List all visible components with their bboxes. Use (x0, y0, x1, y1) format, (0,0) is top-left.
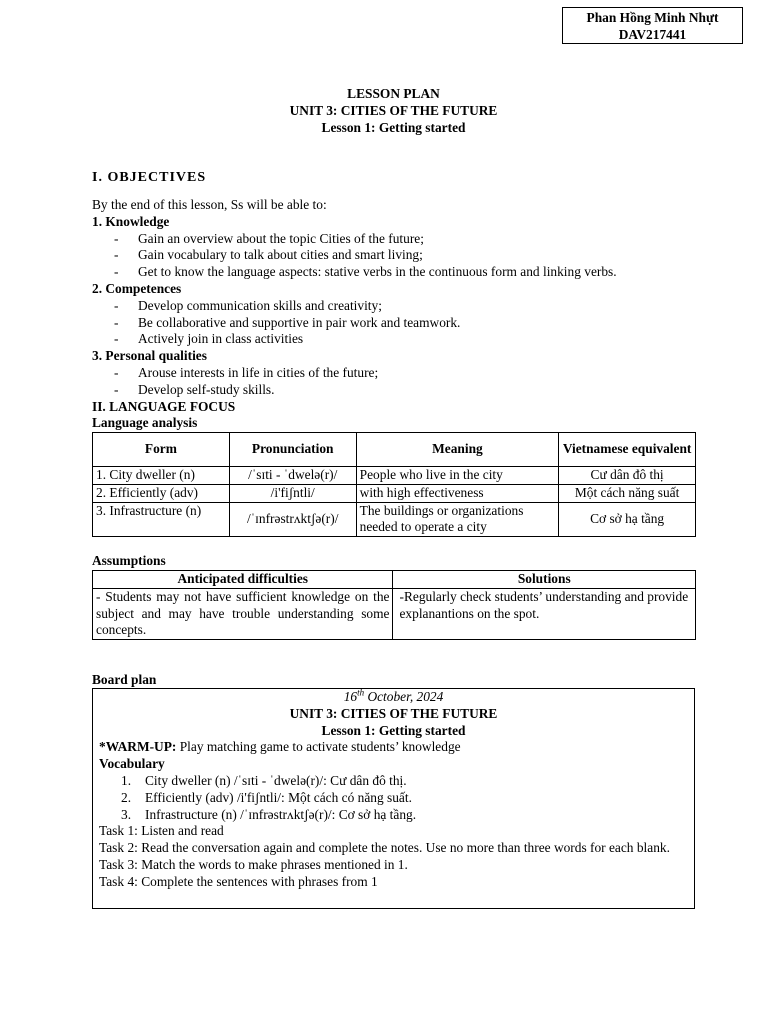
date-suffix: th (357, 687, 365, 698)
list-item: - Gain vocabulary to talk about cities and smart living; (92, 247, 702, 264)
title-line-1: LESSON PLAN (347, 86, 440, 101)
table-cell: /ˈsɪti - ˈdwelə(r)/ (229, 467, 356, 485)
list-item: - Gain an overview about the topic Cities of the future; (92, 231, 702, 248)
item-number: 3. (121, 806, 132, 822)
language-analysis-table (92, 432, 696, 537)
table-header-row (93, 433, 696, 467)
list-item: - Get to know the language aspects: stative verbs in the continuous form and linking verbs. (92, 264, 702, 281)
column-header: Anticipated difficulties (93, 571, 393, 589)
task-line: Task 4: Complete the sentences with phrases from 1 (99, 873, 378, 889)
column-header: Solutions (393, 571, 696, 589)
vocabulary-heading: Vocabulary (99, 756, 165, 772)
title-line-2: UNIT 3: CITIES OF THE FUTURE (289, 102, 498, 118)
competences-heading: 2. Competences (92, 280, 182, 296)
student-info-box (562, 7, 743, 44)
student-id: DAV217441 (618, 26, 687, 42)
competences-list (92, 298, 702, 348)
item-text: Infrastructure (n) /ˈɪnfrəstrʌktʃə(r)/: Cơ sở hạ tầng. (145, 806, 417, 822)
assumptions-table (92, 570, 696, 640)
table-row (93, 502, 696, 537)
item-text: City dweller (n) /ˈsɪti - ˈdwelə(r)/: Cư dân đô thị. (145, 772, 407, 788)
table-cell: 2. Efficiently (adv) (93, 484, 230, 502)
list-item (99, 773, 688, 790)
table-cell: Cư dân đô thị (559, 467, 696, 485)
title-line-3: Lesson 1: Getting started (321, 119, 466, 135)
warmup-label: *WARM-UP: (99, 739, 177, 755)
list-item: - Arouse interests in life in cities of the future; (92, 365, 702, 382)
knowledge-heading: 1. Knowledge (92, 213, 170, 229)
board-plan-heading: Board plan (92, 672, 157, 687)
warmup-text: Play matching game to activate students’ knowledge (176, 739, 461, 755)
item-number: 1. (121, 772, 132, 788)
list-item: - Develop self-study skills. (92, 382, 702, 399)
task-line: Task 1: Listen and read (99, 823, 224, 839)
objectives-heading: I. OBJECTIVES (92, 170, 207, 185)
table-row (93, 588, 696, 639)
table-cell: /i'fiʃntli/ (229, 484, 356, 502)
language-focus-heading: II. LANGUAGE FOCUS (92, 398, 236, 414)
table-cell: 3. Infrastructure (n) (93, 502, 230, 537)
difficulty-cell: - Students may not have sufficient knowledge on the subject and may have trouble understanding some concepts. (93, 588, 393, 639)
vocabulary-list (99, 773, 688, 823)
date-rest: October, 2024 (364, 689, 444, 704)
objectives-section (92, 197, 702, 432)
list-item: - Actively join in class activities (92, 331, 702, 348)
table-row (93, 467, 696, 485)
task-line: Task 2: Read the conversation again and complete the notes. Use no more than three words for each blank. (99, 840, 670, 856)
language-analysis-heading: Language analysis (92, 415, 198, 431)
board-date (99, 689, 688, 706)
date-day: 16 (343, 689, 358, 704)
qualities-heading: 3. Personal qualities (92, 348, 207, 364)
item-text: Efficiently (adv) /i'fiʃntli/: Một cách có năng suất. (145, 789, 412, 805)
column-header: Vietnamese equivalent (559, 433, 696, 467)
warmup-line (99, 739, 688, 756)
table-row (93, 484, 696, 502)
assumptions-heading: Assumptions (92, 553, 166, 568)
board-unit: UNIT 3: CITIES OF THE FUTURE (289, 705, 498, 721)
student-name: Phan Hồng Minh Nhựt (586, 10, 719, 25)
table-header-row (93, 571, 696, 589)
objectives-intro: By the end of this lesson, Ss will be able to: (92, 197, 327, 212)
column-header: Meaning (356, 433, 559, 467)
table-cell: 1. City dweller (n) (93, 467, 230, 485)
list-item (99, 807, 688, 824)
table-cell: /ˈɪnfrəstrʌktʃə(r)/ (229, 502, 356, 537)
list-item (99, 790, 688, 807)
table-cell: Một cách năng suất (559, 484, 696, 502)
knowledge-list (92, 231, 702, 281)
table-cell: People who live in the city (356, 467, 559, 485)
task-line: Task 3: Match the words to make phrases mentioned in 1. (99, 856, 408, 872)
board-plan-box (92, 688, 695, 909)
list-item: - Develop communication skills and creativity; (92, 298, 702, 315)
item-number: 2. (121, 789, 132, 805)
document-title (92, 86, 695, 136)
column-header: Form (93, 433, 230, 467)
table-cell: Cơ sở hạ tầng (559, 502, 696, 537)
solution-cell: -Regularly check students’ understanding and provide explanantions on the spot. (393, 588, 696, 639)
board-lesson: Lesson 1: Getting started (321, 722, 466, 738)
list-item: - Be collaborative and supportive in pair work and teamwork. (92, 315, 702, 332)
qualities-list (92, 365, 702, 399)
table-cell: The buildings or organizations needed to operate a city (356, 502, 559, 537)
table-cell: with high effectiveness (356, 484, 559, 502)
column-header: Pronunciation (229, 433, 356, 467)
